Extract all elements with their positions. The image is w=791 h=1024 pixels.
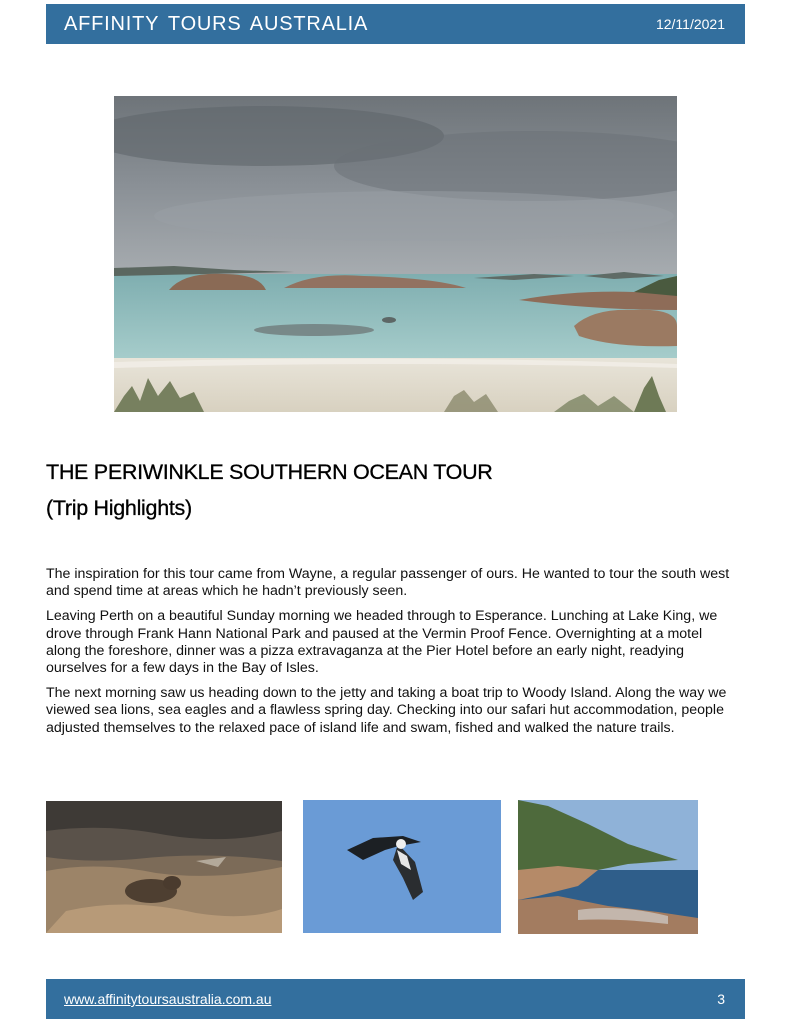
paragraph: Leaving Perth on a beautiful Sunday morning we headed through to Esperance. Lunching at Lake King, we drove through Frank Hann National Park and paused at the Vermin Proof Fence. Overnighting at a motel along the foreshore, dinner was a pizza extravaganza at the Pier Hotel before an early night, readying ourselves for a few days in the Bay of Isles. [46, 608, 718, 677]
hero-beach-photo [114, 96, 677, 412]
article-subtitle: (Trip Highlights) [46, 496, 192, 520]
coastal-headland-photo [518, 800, 698, 934]
article-title: THE PERIWINKLE SOUTHERN OCEAN TOUR [46, 460, 493, 484]
paragraph: The next morning saw us heading down to the jetty and taking a boat trip to Woody Island. Along the way we viewed sea lions, sea eagles and a flawless spring day. Checking into our safari hut accommodation, people adjusted themselves to the relaxed pace of island life and swam, fished and walked the nature trails. [46, 685, 727, 736]
article-body [46, 566, 736, 745]
paragraph: The inspiration for this tour came from Wayne, a regular passenger of ours. He wanted to tour the south west and spend time at areas which he hadn’t previously seen. [46, 566, 730, 600]
header-bar [46, 4, 745, 44]
sea-lion-photo [46, 801, 282, 933]
page-number: 3 [717, 991, 725, 1007]
header-date: 12/11/2021 [655, 16, 725, 32]
footer-bar [46, 979, 745, 1019]
header-title: AFFINITY TOURS AUSTRALIA [64, 13, 369, 35]
sea-eagle-photo [303, 800, 501, 933]
website-link[interactable]: www.affinitytoursaustralia.com.au [64, 991, 272, 1007]
